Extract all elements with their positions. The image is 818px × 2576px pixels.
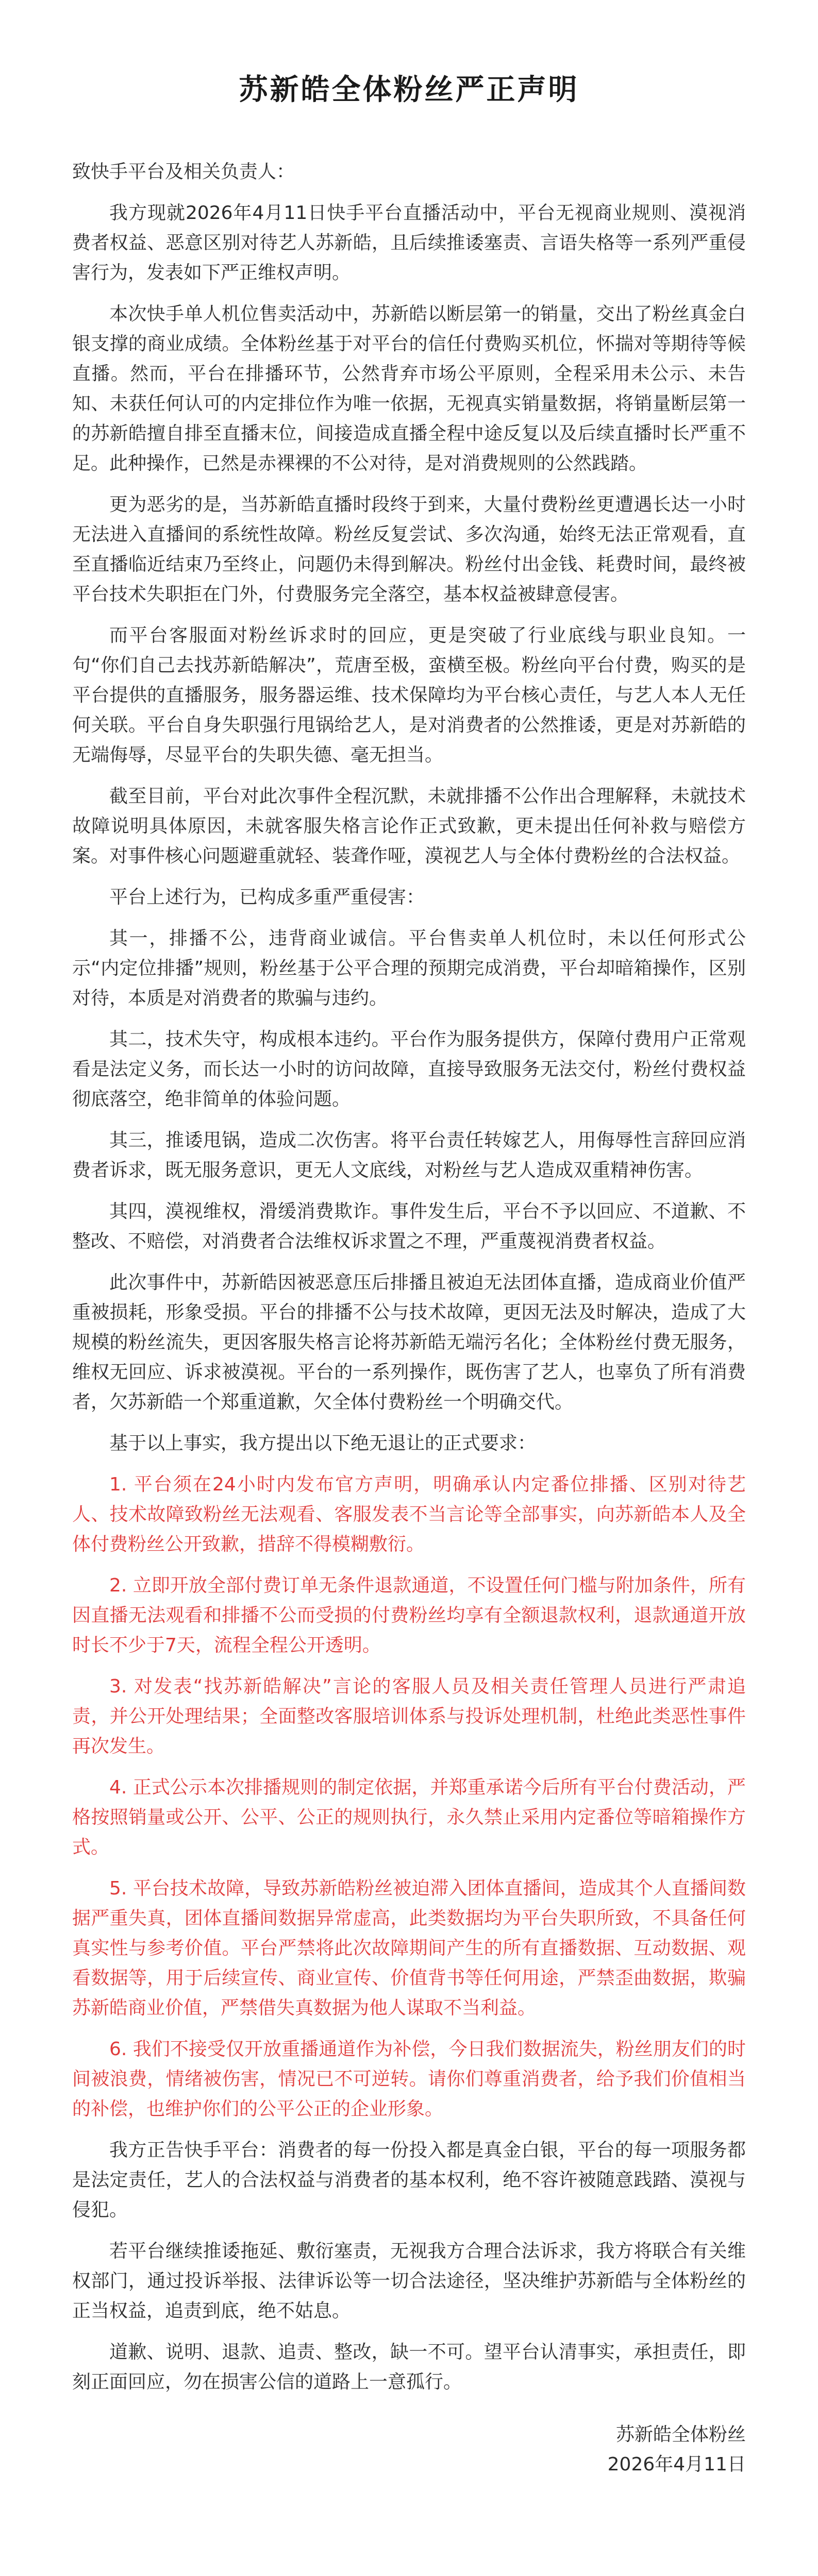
demand-item: 2. 立即开放全部付费订单无条件退款通道，不设置任何门槛与附加条件，所有因直播无法观看和排播不公而受损的付费粉丝均享有全额退款权利，退款通道开放时长不少于7天，流程全程公开透明。 xyxy=(72,1575,746,1656)
signature-block xyxy=(72,2420,746,2480)
salutation: 致快手平台及相关负责人： xyxy=(72,161,295,182)
body-paragraph: 其一，排播不公，违背商业诚信。平台售卖单人机位时，未以任何形式公示“内定位排播”规则，粉丝基于公平合理的预期完成消费，平台却暗箱操作，区别对待，本质是对消费者的欺骗与违约。 xyxy=(72,928,746,1009)
closing-paragraph: 若平台继续推诿拖延、敷衍塞责，无视我方合理合法诉求，我方将联合有关维权部门，通过投诉举报、法律诉讼等一切合法途径，坚决维护苏新皓与全体粉丝的正当权益，追责到底，绝不姑息。 xyxy=(72,2241,746,2321)
body-paragraph: 而平台客服面对粉丝诉求时的回应，更是突破了行业底线与职业良知。一句“你们自己去找苏新皓解决”，荒唐至极，蛮横至极。粉丝向平台付费，购买的是平台提供的直播服务，服务器运维、技术保障均为平台核心责任，与艺人本人无任何关联。平台自身失职强行甩锅给艺人，是对消费者的公然推诿，更是对苏新皓的无端侮辱，尽显平台的失职失德、毫无担当。 xyxy=(72,625,746,766)
body-paragraph: 我方现就2026年4月11日快手平台直播活动中，平台无视商业规则、漠视消费者权益、恶意区别对待艺人苏新皓，且后续推诿塞责、言语失格等一系列严重侵害行为，发表如下严正维权声明。 xyxy=(72,202,746,283)
body-paragraph: 此次事件中，苏新皓因被恶意压后排播且被迫无法团体直播，造成商业价值严重被损耗，形象受损。平台的排播不公与技术故障，更因无法及时解决，造成了大规模的粉丝流失，更因客服失格言论将苏新皓无端污名化；全体粉丝付费无服务，维权无回应、诉求被漠视。平台的一系列操作，既伤害了艺人，也辜负了所有消费者，欠苏新皓一个郑重道歉，欠全体付费粉丝一个明确交代。 xyxy=(72,1272,746,1413)
demand-item: 1. 平台须在24小时内发布官方声明，明确承认内定番位排播、区别对待艺人、技术故障致粉丝无法观看、客服发表不当言论等全部事实，向苏新皓本人及全体付费粉丝公开致歉，措辞不得模糊敷衍。 xyxy=(72,1474,746,1555)
body-paragraph: 本次快手单人机位售卖活动中，苏新皓以断层第一的销量，交出了粉丝真金白银支撑的商业成绩。全体粉丝基于对平台的信任付费购买机位，怀揣对等期待等候直播。然而，平台在排播环节，公然背弃市场公平原则，全程采用未公示、未告知、未获任何认可的内定排位作为唯一依据，无视真实销量数据，将销量断层第一的苏新皓擅自排至直播末位，间接造成直播全程中途反复以及后续直播时长严重不足。此种操作，已然是赤裸裸的不公对待，是对消费规则的公然践踏。 xyxy=(72,303,746,474)
body-paragraph: 基于以上事实，我方提出以下绝无退让的正式要求： xyxy=(109,1433,537,1454)
closing-paragraph: 道歉、说明、退款、追责、整改，缺一不可。望平台认清事实，承担责任，即刻正面回应，勿在损害公信的道路上一意孤行。 xyxy=(72,2342,746,2393)
closing-paragraph: 我方正告快手平台：消费者的每一份投入都是真金白银，平台的每一项服务都是法定责任，艺人的合法权益与消费者的基本权利，绝不容许被随意践踏、漠视与侵犯。 xyxy=(72,2140,746,2221)
signature: 苏新皓全体粉丝 xyxy=(615,2424,746,2445)
body-paragraph: 其四，漠视维权，滑缓消费欺诈。事件发生后，平台不予以回应、不道歉、不整改、不赔偿，对消费者合法维权诉求置之不理，严重蔑视消费者权益。 xyxy=(72,1201,746,1252)
body-paragraph: 其三，推诿甩锅，造成二次伤害。将平台责任转嫁艺人，用侮辱性言辞回应消费者诉求，既无服务意识，更无人文底线，对粉丝与艺人造成双重精神伤害。 xyxy=(72,1130,746,1181)
closing-paragraphs xyxy=(72,2136,746,2397)
demand-item: 6. 我们不接受仅开放重播通道作为补偿，今日我们数据流失，粉丝朋友们的时间被浪费，情绪被伤害，情况已不可逆转。请你们尊重消费者，给予我们价值相当的补偿，也维护你们的公平公正的企业形象。 xyxy=(72,2039,746,2120)
demand-item: 5. 平台技术故障，导致苏新皓粉丝被迫滞入团体直播间，造成其个人直播间数据严重失真，团体直播间数据异常虚高，此类数据均为平台失职所致，不具备任何真实性与参考价值。平台严禁将此次故障期间产生的所有直播数据、互动数据、观看数据等，用于后续宣传、商业宣传、价值背书等任何用途，严禁歪曲数据，欺骗苏新皓商业价值，严禁借失真数据为他人谋取不当利益。 xyxy=(72,1878,746,2019)
date: 2026年4月11日 xyxy=(607,2454,746,2475)
body-paragraph: 其二，技术失守，构成根本违约。平台作为服务提供方，保障付费用户正常观看是法定义务，而长达一小时的访问故障，直接导致服务无法交付，粉丝付费权益彻底落空，绝非简单的体验问题。 xyxy=(72,1029,746,1110)
demand-item: 4. 正式公示本次排播规则的制定依据，并郑重承诺今后所有平台付费活动，严格按照销量或公开、公平、公正的规则执行，永久禁止采用内定番位等暗箱操作方式。 xyxy=(72,1777,746,1858)
demand-item: 3. 对发表“找苏新皓解决”言论的客服人员及相关责任管理人员进行严肃追责，并公开处理结果；全面整改客服培训体系与投诉处理机制，杜绝此类恶性事件再次发生。 xyxy=(72,1676,746,1757)
body-paragraph: 平台上述行为，已构成多重严重侵害： xyxy=(109,887,425,908)
statement-document xyxy=(72,67,746,2480)
body-paragraphs xyxy=(72,198,746,1459)
body-paragraph: 截至目前，平台对此次事件全程沉默，未就排播不公作出合理解释，未就技术故障说明具体原因，未就客服失格言论作正式致歉，更未提出任何补救与赔偿方案。对事件核心问题避重就轻、装聋作哑，漠视艺人与全体付费粉丝的合法权益。 xyxy=(72,786,746,867)
demands-list xyxy=(72,1470,746,2124)
body-paragraph: 更为恶劣的是，当苏新皓直播时段终于到来，大量付费粉丝更遭遇长达一小时无法进入直播间的系统性故障。粉丝反复尝试、多次沟通，始终无法正常观看，直至直播临近结束乃至终止，问题仍未得到解决。粉丝付出金钱、耗费时间，最终被平台技术失职拒在门外，付费服务完全落空，基本权益被肆意侵害。 xyxy=(72,494,746,605)
document-title: 苏新皓全体粉丝严正声明 xyxy=(239,73,579,107)
